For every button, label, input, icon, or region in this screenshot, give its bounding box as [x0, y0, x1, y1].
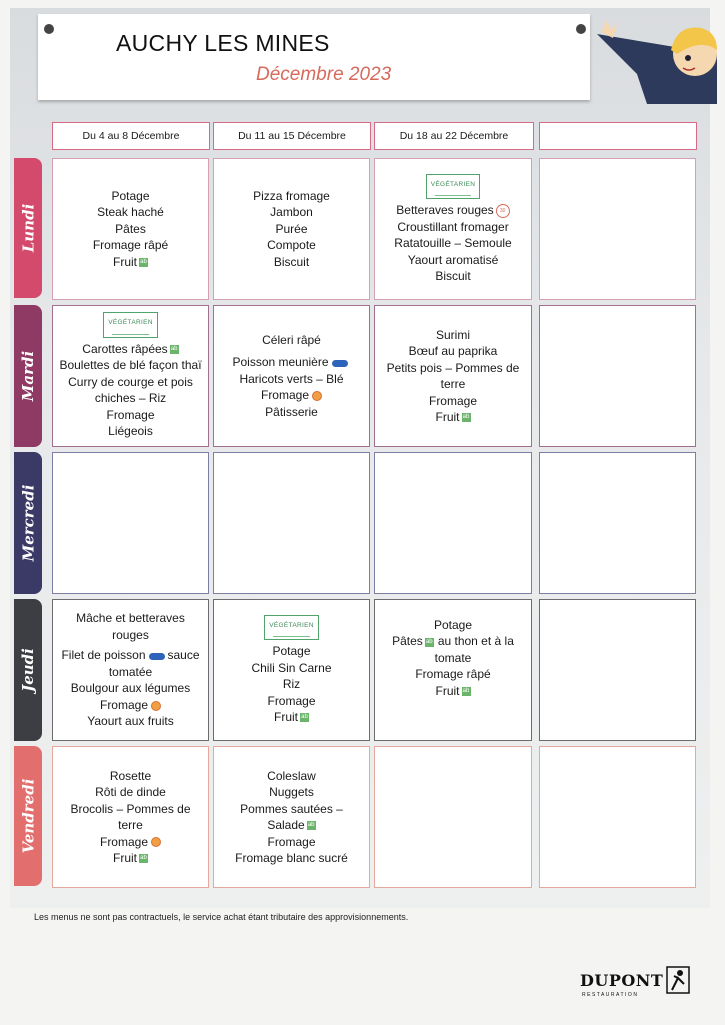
dish: Fromage blanc sucré: [235, 851, 348, 865]
organic-icon: ab: [462, 414, 470, 421]
brand-subtitle: RESTAURATION: [582, 992, 639, 998]
week-header-4: [539, 122, 697, 150]
day-label: Jeudi: [19, 648, 38, 692]
organic-icon: ab: [140, 855, 147, 862]
dish: Fromage: [267, 693, 316, 708]
dish: Potage: [272, 644, 311, 658]
disclaimer-note: Les menus ne sont pas contractuels, le service achat étant tributaire des approvisionnements.: [34, 912, 409, 922]
dish: Filet de poisson: [61, 648, 146, 663]
dish: Compote: [267, 238, 316, 253]
week-header-2: Du 11 au 15 Décembre: [213, 122, 371, 150]
menu-cell-lundi-w1: [52, 158, 209, 300]
dish: Fruit: [113, 254, 137, 269]
dish-row: [61, 647, 199, 664]
brand-logo: [580, 966, 692, 1002]
dish: Haricots verts – Blé: [239, 371, 344, 386]
menu-cell-jeudi-w1: [52, 599, 209, 741]
menu-cell-vendredi-w2: [213, 746, 370, 888]
dish: Pommes sautées – Salade: [240, 801, 343, 832]
aop-cheese-icon: [151, 701, 161, 711]
dish: Fruit: [113, 851, 137, 865]
dish: Boulettes de blé façon thaï: [59, 358, 202, 373]
menu-cell-lundi-w3: [374, 158, 532, 300]
dish: Nuggets: [269, 785, 314, 799]
aop-cheese-icon: [151, 837, 161, 847]
week-header-3: Du 18 au 22 Décembre: [374, 122, 534, 150]
organic-icon: ab: [170, 346, 178, 353]
dish: Jambon: [270, 205, 313, 220]
chef-figure-icon: [666, 966, 690, 994]
dish-row: [113, 254, 148, 271]
day-label: Lundi: [19, 203, 38, 253]
dish: tomate: [434, 650, 472, 665]
pin-icon: [44, 24, 54, 34]
brand-name: DUPONT: [580, 971, 664, 990]
organic-icon: ab: [140, 259, 147, 266]
dish-row: [232, 354, 350, 371]
dish: Pâtes: [115, 221, 146, 236]
dish: Poisson meunière: [232, 355, 329, 370]
menu-cell-mercredi-w4: [539, 452, 696, 594]
dish: Liégeois: [108, 424, 153, 439]
dish: Fruit: [435, 683, 460, 698]
dish: Chili Sin Carne: [251, 660, 332, 675]
dish: Petits pois – Pommes de: [386, 360, 520, 375]
dish: Brocolis – Pommes de: [70, 801, 191, 816]
mascot-girl-icon: [597, 14, 717, 104]
dish: Rosette: [109, 768, 152, 783]
menu-cell-mardi-w2: [213, 305, 370, 447]
menu-cell-mardi-w3: [374, 305, 532, 447]
dish-row: [100, 697, 161, 714]
dish: Fruit: [274, 710, 298, 724]
menu-cell-mardi-w1: [52, 305, 209, 447]
menu-cell-vendredi-w3: [374, 746, 532, 888]
menu-cell-mercredi-w3: [374, 452, 532, 594]
dish: Croustillant fromager: [397, 219, 509, 234]
pin-icon: [576, 24, 586, 34]
menu-cell-mercredi-w2: [213, 452, 370, 594]
week-header-1: Du 4 au 8 Décembre: [52, 122, 210, 150]
vegetarian-badge: VÉGÉTARIEN: [264, 615, 318, 641]
dish-row: [261, 387, 322, 404]
menu-cell-jeudi-w4: [539, 599, 696, 741]
dish: sauce: [167, 648, 200, 663]
dish-row: [274, 709, 309, 726]
sustainable-fish-icon: [332, 360, 348, 367]
dish: Bœuf au paprika: [408, 344, 498, 358]
page-title: AUCHY LES MINES: [116, 30, 330, 56]
organic-icon: ab: [301, 714, 308, 721]
page-subtitle: Décembre 2023: [256, 64, 392, 85]
day-label: Vendredi: [19, 778, 37, 854]
dish: terre: [118, 818, 143, 832]
menu-cell-jeudi-w3: [374, 599, 532, 741]
organic-icon: ab: [307, 822, 315, 829]
dish: Yaourt aux fruits: [87, 714, 174, 729]
dish: tomatée: [108, 664, 153, 679]
dish: Fromage: [99, 834, 149, 849]
dish: Fromage râpé: [92, 238, 169, 253]
dish: Purée: [275, 221, 308, 236]
dish: Betteraves rouges: [396, 203, 494, 217]
dish: Potage: [111, 188, 150, 203]
dish: au thon et à la: [437, 634, 514, 649]
dish: Céleri râpé: [262, 332, 321, 347]
dish-row: [436, 683, 471, 700]
dish-row: [100, 834, 161, 851]
day-tab-vendredi: [14, 746, 42, 886]
menu-cell-lundi-w2: [213, 158, 370, 300]
organic-icon: ab: [462, 688, 470, 695]
dish: Carottes râpées: [82, 341, 168, 356]
aop-cheese-icon: [312, 391, 322, 401]
dish: chiches – Riz: [94, 391, 167, 406]
title-card: [38, 14, 590, 100]
dish: Steak haché: [97, 205, 164, 220]
dish: Pizza fromage: [253, 188, 330, 203]
day-label: Mercredi: [19, 484, 38, 562]
dish: Ratatouille – Semoule: [394, 236, 512, 250]
dish: Fromage râpé: [415, 667, 491, 682]
menu-cell-vendredi-w4: [539, 746, 696, 888]
dish: Fromage: [260, 388, 310, 403]
dish: Fromage: [428, 393, 478, 408]
dish: Biscuit: [435, 269, 471, 283]
dish: Pâtes: [392, 634, 423, 649]
day-tab-mercredi: [14, 452, 42, 594]
menu-cell-jeudi-w2: [213, 599, 370, 741]
vegetarian-badge: VÉGÉTARIEN: [426, 174, 480, 200]
day-tab-lundi: [14, 158, 42, 298]
dish: Surimi: [435, 327, 470, 342]
dish-row: [436, 409, 471, 426]
dish-row: [82, 341, 178, 358]
dish: Fruit: [435, 410, 460, 424]
menu-cell-mardi-w4: [539, 305, 696, 447]
menu-cell-vendredi-w1: [52, 746, 209, 888]
dish-row: [220, 801, 363, 834]
dish: Curry de courge et pois: [68, 374, 193, 389]
day-tab-mardi: [14, 305, 42, 447]
dish: Fromage: [99, 697, 149, 712]
organic-icon: ab: [425, 638, 433, 645]
day-tab-jeudi: [14, 599, 42, 741]
dish: Fromage: [267, 834, 316, 849]
dish-row: [392, 633, 514, 650]
label-seal-icon: 30: [496, 204, 510, 218]
dish: Potage: [433, 617, 473, 632]
vegetarian-badge: VÉGÉTARIEN: [103, 312, 157, 338]
dish-row: [113, 850, 148, 867]
dish: Pâtisserie: [265, 404, 318, 419]
menu-cell-lundi-w4: [539, 158, 696, 300]
dish: Mâche et betteraves rouges: [76, 611, 185, 642]
dish: Riz: [282, 677, 301, 691]
dish: Coleslaw: [267, 768, 316, 783]
dish: Yaourt aromatisé: [407, 252, 499, 267]
dish: Rôti de dinde: [95, 785, 166, 799]
dish: terre: [440, 377, 466, 391]
dish: Fromage: [106, 407, 155, 422]
sustainable-fish-icon: [149, 653, 165, 660]
dish: Biscuit: [273, 254, 310, 269]
day-label: Mardi: [19, 350, 38, 402]
dish: Boulgour aux légumes: [70, 681, 191, 696]
menu-cell-mercredi-w1: [52, 452, 209, 594]
dish-row: [396, 202, 509, 219]
